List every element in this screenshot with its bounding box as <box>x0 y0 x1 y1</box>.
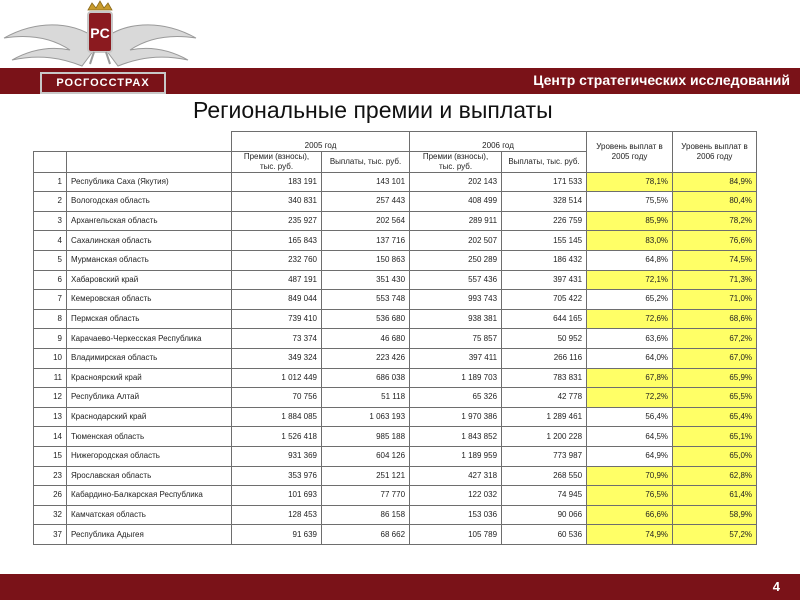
header-payouts-2005: Выплаты, тыс. руб. <box>322 151 410 172</box>
region-cell: Владимирская область <box>67 348 232 368</box>
payouts-2005-cell: 536 680 <box>322 309 410 329</box>
table-row <box>34 407 757 427</box>
payouts-2006-cell: 1 200 228 <box>502 427 587 447</box>
level-2005-cell: 72,2% <box>587 388 673 408</box>
level-2005-cell: 64,8% <box>587 250 673 270</box>
premiums-2005-cell: 91 639 <box>232 525 322 545</box>
payouts-2006-cell: 397 431 <box>502 270 587 290</box>
level-2006-cell: 84,9% <box>673 172 757 192</box>
region-cell: Хабаровский край <box>67 270 232 290</box>
premiums-2005-cell: 183 191 <box>232 172 322 192</box>
payouts-2005-cell: 251 121 <box>322 466 410 486</box>
region-cell: Мурманская область <box>67 250 232 270</box>
rank-cell: 9 <box>34 329 67 349</box>
payouts-2005-cell: 77 770 <box>322 486 410 506</box>
rank-cell: 1 <box>34 172 67 192</box>
level-2006-cell: 68,6% <box>673 309 757 329</box>
payouts-2005-cell: 257 443 <box>322 192 410 212</box>
level-2005-cell: 65,2% <box>587 290 673 310</box>
level-2005-cell: 74,9% <box>587 525 673 545</box>
payouts-2006-cell: 90 066 <box>502 505 587 525</box>
region-cell: Нижегородская область <box>67 446 232 466</box>
payouts-2006-cell: 171 533 <box>502 172 587 192</box>
table-row <box>34 486 757 506</box>
payouts-2005-cell: 686 038 <box>322 368 410 388</box>
premiums-2005-cell: 165 843 <box>232 231 322 251</box>
premiums-2005-cell: 70 756 <box>232 388 322 408</box>
payouts-2005-cell: 150 863 <box>322 250 410 270</box>
table-row <box>34 427 757 447</box>
table-row <box>34 348 757 368</box>
table-row <box>34 446 757 466</box>
rank-cell: 4 <box>34 231 67 251</box>
rank-cell: 15 <box>34 446 67 466</box>
premiums-2005-cell: 1 012 449 <box>232 368 322 388</box>
level-2006-cell: 71,3% <box>673 270 757 290</box>
payouts-2006-cell: 773 987 <box>502 446 587 466</box>
payouts-2005-cell: 137 716 <box>322 231 410 251</box>
premiums-2006-cell: 1 189 703 <box>410 368 502 388</box>
rank-cell: 11 <box>34 368 67 388</box>
level-2006-cell: 74,5% <box>673 250 757 270</box>
level-2006-cell: 76,6% <box>673 231 757 251</box>
premiums-2005-cell: 739 410 <box>232 309 322 329</box>
region-cell: Республика Адыгея <box>67 525 232 545</box>
level-2005-cell: 67,8% <box>587 368 673 388</box>
page-title: Региональные премии и выплаты <box>193 97 553 123</box>
region-cell: Пермская область <box>67 309 232 329</box>
region-cell: Сахалинская область <box>67 231 232 251</box>
premiums-2006-cell: 397 411 <box>410 348 502 368</box>
premiums-2006-cell: 938 381 <box>410 309 502 329</box>
level-2006-cell: 57,2% <box>673 525 757 545</box>
premiums-2005-cell: 931 369 <box>232 446 322 466</box>
premiums-2006-cell: 250 289 <box>410 250 502 270</box>
premiums-2005-cell: 1 884 085 <box>232 407 322 427</box>
level-2005-cell: 72,6% <box>587 309 673 329</box>
rank-cell: 5 <box>34 250 67 270</box>
level-2006-cell: 65,0% <box>673 446 757 466</box>
level-2005-cell: 66,6% <box>587 505 673 525</box>
premiums-2005-cell: 232 760 <box>232 250 322 270</box>
rank-cell: 23 <box>34 466 67 486</box>
payouts-2006-cell: 705 422 <box>502 290 587 310</box>
payouts-2005-cell: 202 564 <box>322 211 410 231</box>
premiums-2005-cell: 128 453 <box>232 505 322 525</box>
rank-cell: 2 <box>34 192 67 212</box>
region-cell: Карачаево-Черкесская Республика <box>67 329 232 349</box>
premiums-2006-cell: 993 743 <box>410 290 502 310</box>
table-row <box>34 368 757 388</box>
rank-cell: 7 <box>34 290 67 310</box>
payouts-2006-cell: 74 945 <box>502 486 587 506</box>
payouts-2005-cell: 86 158 <box>322 505 410 525</box>
payouts-2006-cell: 266 116 <box>502 348 587 368</box>
level-2006-cell: 67,0% <box>673 348 757 368</box>
premiums-2005-cell: 849 044 <box>232 290 322 310</box>
header-payouts-2006: Выплаты, тыс. руб. <box>502 151 587 172</box>
level-2005-cell: 76,5% <box>587 486 673 506</box>
level-2006-cell: 80,4% <box>673 192 757 212</box>
rank-cell: 6 <box>34 270 67 290</box>
table-row <box>34 192 757 212</box>
rank-cell: 26 <box>34 486 67 506</box>
premiums-2006-cell: 1 970 386 <box>410 407 502 427</box>
level-2006-cell: 65,4% <box>673 407 757 427</box>
level-2005-cell: 63,6% <box>587 329 673 349</box>
level-2005-cell: 64,0% <box>587 348 673 368</box>
region-cell: Вологодская область <box>67 192 232 212</box>
premiums-2006-cell: 75 857 <box>410 329 502 349</box>
table-row <box>34 525 757 545</box>
payouts-2006-cell: 1 289 461 <box>502 407 587 427</box>
payouts-2006-cell: 60 536 <box>502 525 587 545</box>
payouts-2005-cell: 223 426 <box>322 348 410 368</box>
payouts-2005-cell: 351 430 <box>322 270 410 290</box>
region-cell: Краснодарский край <box>67 407 232 427</box>
payouts-2005-cell: 1 063 193 <box>322 407 410 427</box>
level-2005-cell: 64,9% <box>587 446 673 466</box>
table-row <box>34 270 757 290</box>
region-cell: Камчатская область <box>67 505 232 525</box>
table-row <box>34 290 757 310</box>
payouts-2005-cell: 143 101 <box>322 172 410 192</box>
premiums-2006-cell: 427 318 <box>410 466 502 486</box>
rank-cell: 37 <box>34 525 67 545</box>
table-row <box>34 231 757 251</box>
rank-cell: 10 <box>34 348 67 368</box>
region-cell: Республика Алтай <box>67 388 232 408</box>
rank-cell: 3 <box>34 211 67 231</box>
payouts-2006-cell: 186 432 <box>502 250 587 270</box>
level-2005-cell: 70,9% <box>587 466 673 486</box>
payouts-2005-cell: 604 126 <box>322 446 410 466</box>
payouts-2006-cell: 226 759 <box>502 211 587 231</box>
header-premiums-2005: Премии (взносы), тыс. руб. <box>232 151 322 172</box>
level-2006-cell: 65,1% <box>673 427 757 447</box>
premiums-2005-cell: 73 374 <box>232 329 322 349</box>
level-2005-cell: 85,9% <box>587 211 673 231</box>
rank-cell: 12 <box>34 388 67 408</box>
premiums-2005-cell: 1 526 418 <box>232 427 322 447</box>
premiums-2006-cell: 202 507 <box>410 231 502 251</box>
header-year-2005: 2005 год <box>232 132 410 152</box>
payouts-2005-cell: 68 662 <box>322 525 410 545</box>
level-2005-cell: 64,5% <box>587 427 673 447</box>
premiums-2005-cell: 349 324 <box>232 348 322 368</box>
header-premiums-2006: Премии (взносы), тыс. руб. <box>410 151 502 172</box>
regional-premiums-table <box>33 131 757 545</box>
level-2005-cell: 56,4% <box>587 407 673 427</box>
premiums-2006-cell: 1 189 959 <box>410 446 502 466</box>
premiums-2006-cell: 153 036 <box>410 505 502 525</box>
level-2005-cell: 83,0% <box>587 231 673 251</box>
level-2006-cell: 58,9% <box>673 505 757 525</box>
level-2005-cell: 72,1% <box>587 270 673 290</box>
payouts-2006-cell: 155 145 <box>502 231 587 251</box>
premiums-2006-cell: 1 843 852 <box>410 427 502 447</box>
table-body <box>34 172 757 544</box>
svg-text:PC: PC <box>90 25 110 41</box>
level-2006-cell: 65,5% <box>673 388 757 408</box>
rank-cell: 32 <box>34 505 67 525</box>
payouts-2005-cell: 46 680 <box>322 329 410 349</box>
level-2006-cell: 62,8% <box>673 466 757 486</box>
table-row <box>34 309 757 329</box>
header-year-2006: 2006 год <box>410 132 587 152</box>
region-cell: Кабардино-Балкарская Республика <box>67 486 232 506</box>
logo-wordmark: РОСГОССТРАХ <box>40 72 166 94</box>
premiums-2006-cell: 557 436 <box>410 270 502 290</box>
level-2006-cell: 71,0% <box>673 290 757 310</box>
region-cell: Тюменская область <box>67 427 232 447</box>
payouts-2006-cell: 50 952 <box>502 329 587 349</box>
payouts-2006-cell: 268 550 <box>502 466 587 486</box>
payouts-2006-cell: 644 165 <box>502 309 587 329</box>
level-2006-cell: 78,2% <box>673 211 757 231</box>
table-row <box>34 388 757 408</box>
footer-band <box>0 574 800 600</box>
premiums-2005-cell: 487 191 <box>232 270 322 290</box>
payouts-2006-cell: 783 831 <box>502 368 587 388</box>
table-row <box>34 211 757 231</box>
premiums-2006-cell: 289 911 <box>410 211 502 231</box>
rosgosstrakh-logo <box>0 0 200 96</box>
region-cell: Кемеровская область <box>67 290 232 310</box>
premiums-2006-cell: 408 499 <box>410 192 502 212</box>
level-2005-cell: 75,5% <box>587 192 673 212</box>
payouts-2005-cell: 51 118 <box>322 388 410 408</box>
region-cell: Архангельская область <box>67 211 232 231</box>
page-number: 4 <box>772 579 780 594</box>
premiums-2005-cell: 353 976 <box>232 466 322 486</box>
table-row <box>34 505 757 525</box>
premiums-2006-cell: 122 032 <box>410 486 502 506</box>
header-level-2005: Уровень выплат в 2005 году <box>587 132 673 173</box>
table-row <box>34 172 757 192</box>
payouts-2005-cell: 553 748 <box>322 290 410 310</box>
table-row <box>34 250 757 270</box>
level-2006-cell: 61,4% <box>673 486 757 506</box>
premiums-2006-cell: 105 789 <box>410 525 502 545</box>
premiums-2005-cell: 340 831 <box>232 192 322 212</box>
rank-cell: 8 <box>34 309 67 329</box>
premiums-2005-cell: 101 693 <box>232 486 322 506</box>
premiums-2006-cell: 65 326 <box>410 388 502 408</box>
header-level-2006: Уровень выплат в 2006 году <box>673 132 757 173</box>
payouts-2005-cell: 985 188 <box>322 427 410 447</box>
premiums-2005-cell: 235 927 <box>232 211 322 231</box>
region-cell: Красноярский край <box>67 368 232 388</box>
payouts-2006-cell: 42 778 <box>502 388 587 408</box>
table-row <box>34 466 757 486</box>
payouts-2006-cell: 328 514 <box>502 192 587 212</box>
rank-cell: 14 <box>34 427 67 447</box>
header-center-title: Центр стратегических исследований <box>533 72 790 88</box>
premiums-2006-cell: 202 143 <box>410 172 502 192</box>
region-cell: Ярославская область <box>67 466 232 486</box>
region-cell: Республика Саха (Якутия) <box>67 172 232 192</box>
level-2005-cell: 78,1% <box>587 172 673 192</box>
level-2006-cell: 67,2% <box>673 329 757 349</box>
table-row <box>34 329 757 349</box>
rank-cell: 13 <box>34 407 67 427</box>
level-2006-cell: 65,9% <box>673 368 757 388</box>
